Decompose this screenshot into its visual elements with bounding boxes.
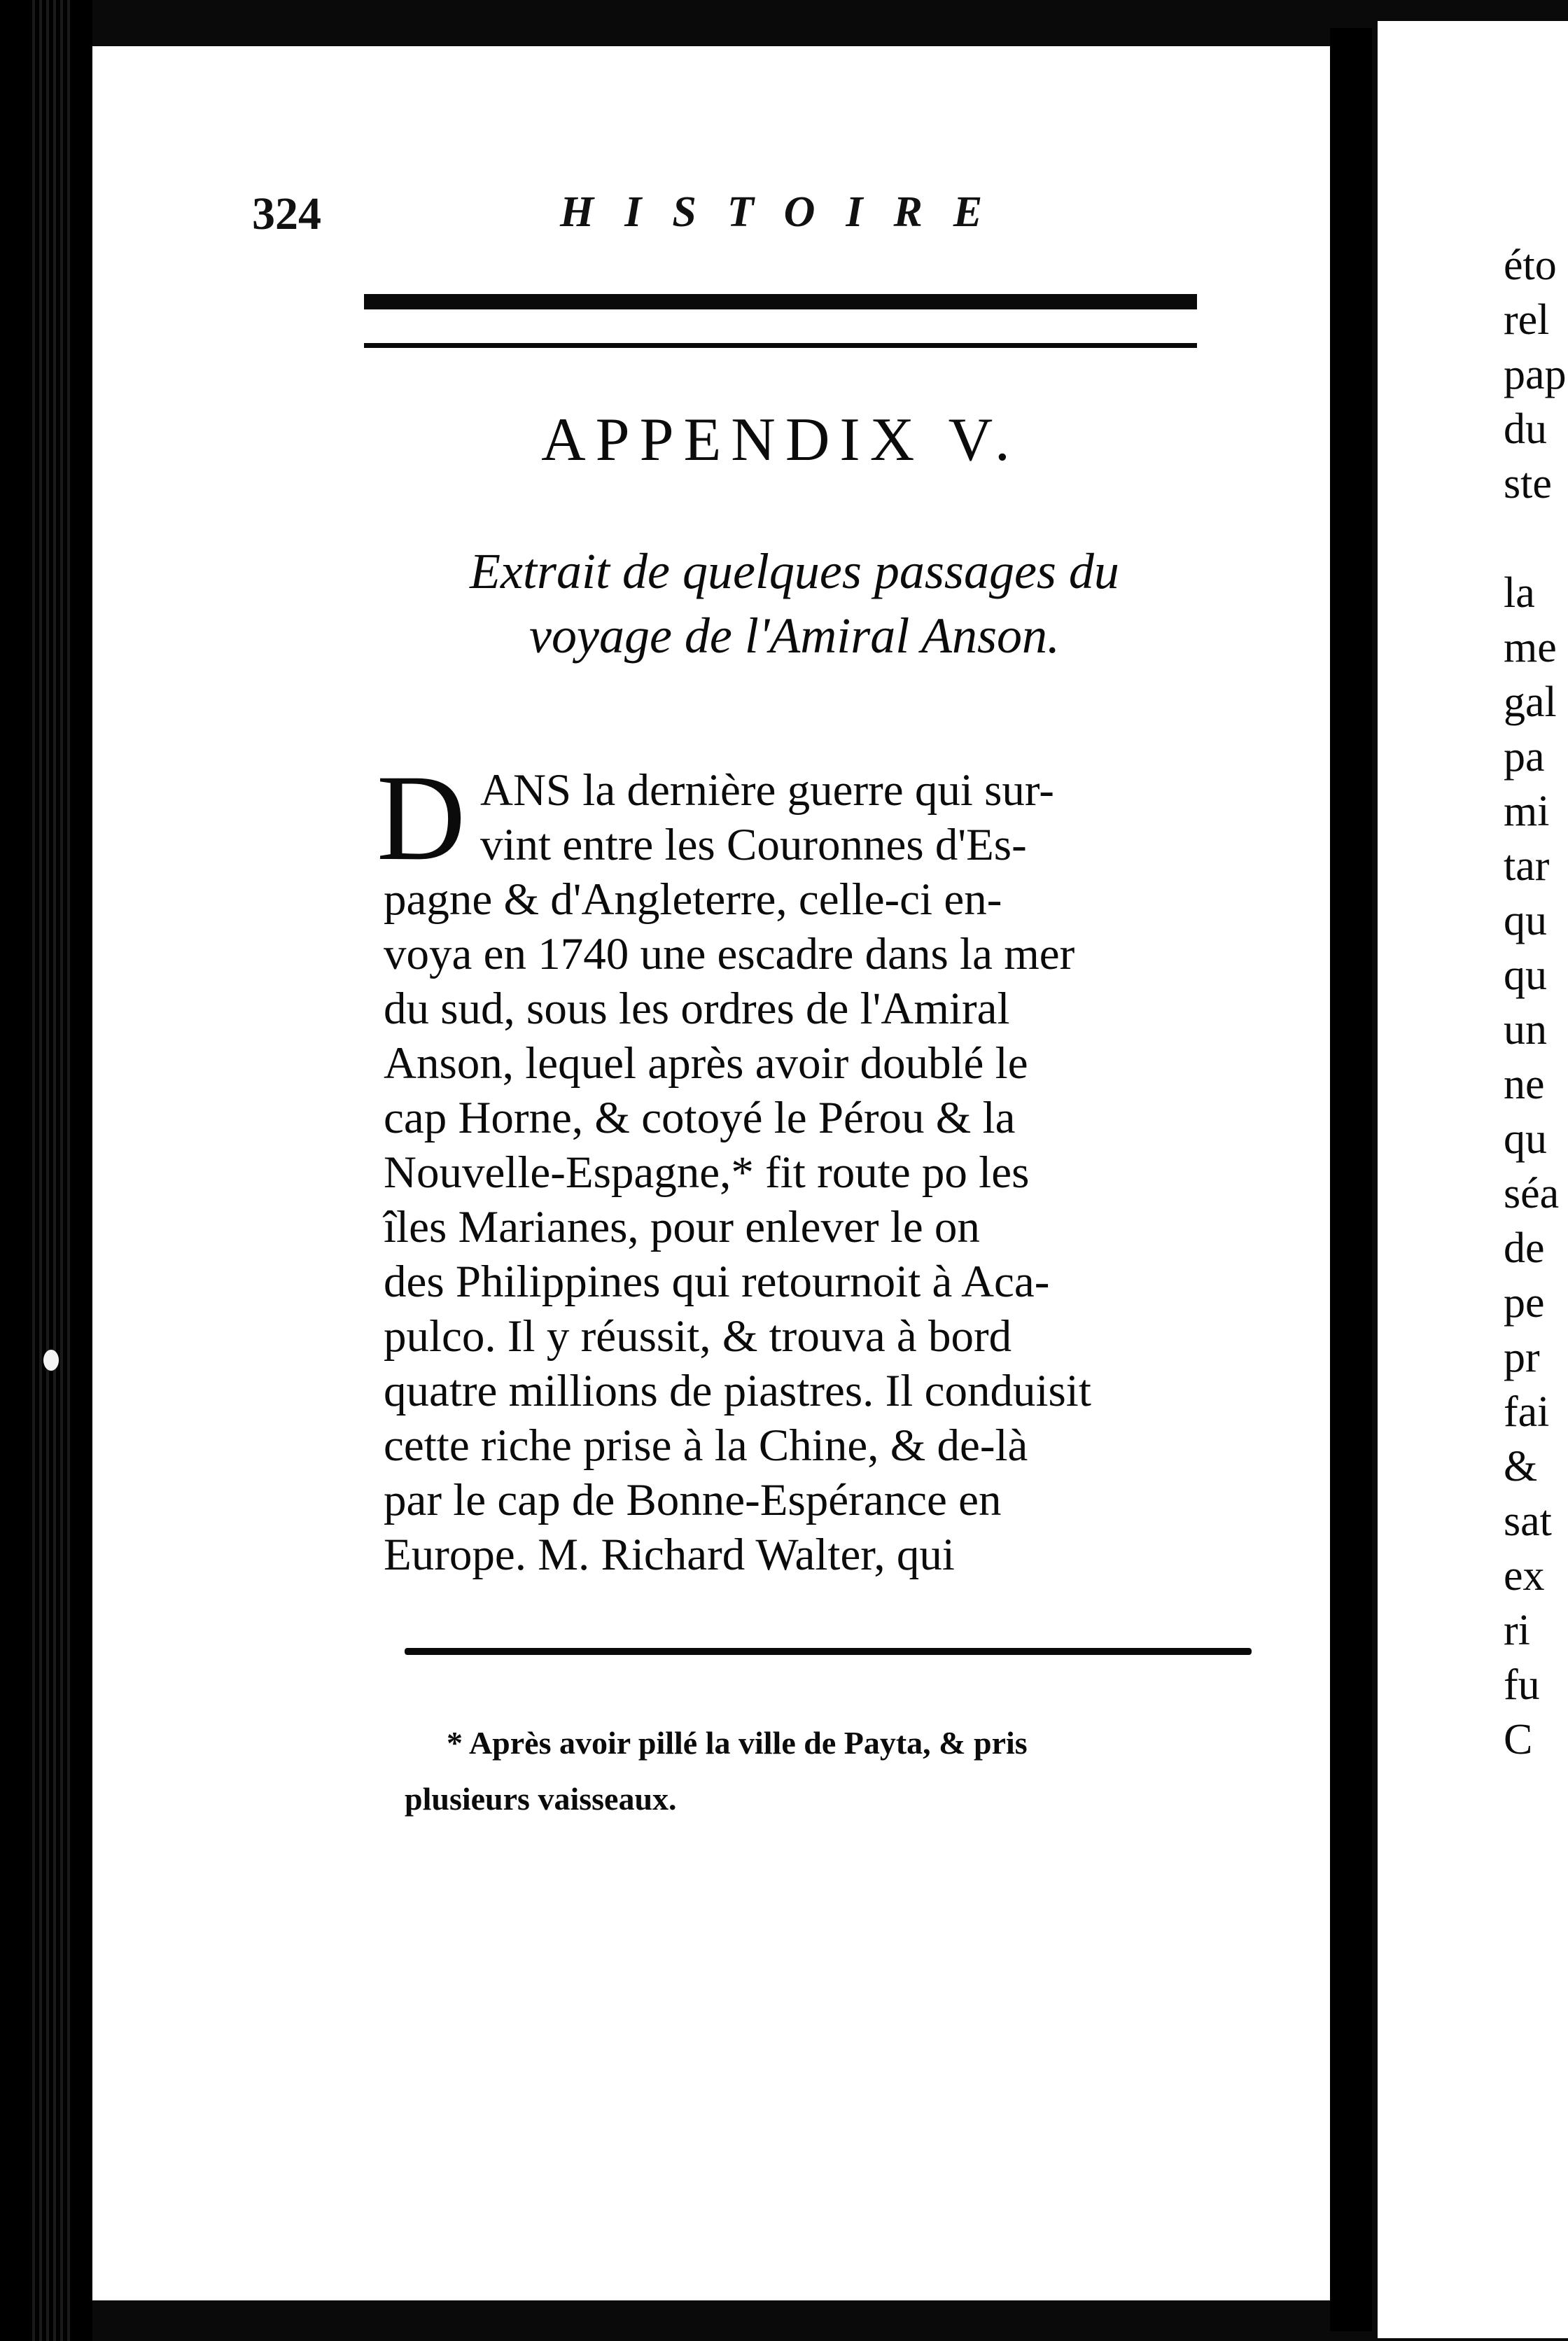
facing-page-fragment: pa [1504, 733, 1545, 781]
header-rule-thick [364, 294, 1197, 309]
facing-page-fragment: rel [1504, 296, 1550, 344]
facing-page-fragment: pr [1504, 1334, 1540, 1381]
footnote-line: * Après avoir pillé la ville de Payta, & pris [447, 1725, 1028, 1761]
facing-page-fragment: éto [1504, 242, 1557, 289]
page-edge-lines [28, 0, 70, 2341]
facing-page-fragment: tar [1504, 842, 1550, 890]
drop-cap: D [377, 750, 466, 886]
facing-page-fragment: séa [1504, 1170, 1560, 1217]
appendix-subtitle [350, 539, 1239, 668]
facing-page-fragment: qu [1504, 1115, 1547, 1163]
facing-page-fragment [1504, 511, 1568, 566]
facing-page-fragment: sat [1504, 1497, 1552, 1545]
body-line: Anson, lequel après avoir doublé le [384, 1038, 1028, 1089]
facing-page-fragment: ex [1504, 1552, 1545, 1600]
facing-page-fragment: ne [1504, 1061, 1545, 1108]
facing-page-fragment: ste [1504, 460, 1552, 508]
footnote-line: plusieurs vaisseaux. [405, 1781, 677, 1817]
body-line: cette riche prise à la Chine, & de-là [384, 1420, 1028, 1471]
facing-page-fragment: fai [1504, 1388, 1550, 1436]
body-line: vint entre les Couronnes d'Es- [480, 820, 1027, 870]
body-text [377, 750, 1246, 1582]
facing-page-fragment: me [1504, 624, 1557, 671]
body-line: ANS la dernière guerre qui sur- [480, 765, 1054, 816]
facing-page-text [1504, 238, 1568, 1767]
footnote [405, 1715, 1273, 1827]
subtitle-line: voyage de l'Amiral Anson. [529, 608, 1060, 664]
facing-page-fragment: & [1504, 1443, 1538, 1490]
facing-page-fragment: un [1504, 1006, 1547, 1054]
facing-page-fragment: mi [1504, 788, 1550, 835]
body-line: cap Horne, & cotoyé le Pérou & la [384, 1093, 1016, 1143]
facing-page-fragment: gal [1504, 678, 1557, 726]
body-line: quatre millions de piastres. Il conduisit [384, 1366, 1091, 1416]
body-line: Nouvelle-Espagne,* fit route po les [384, 1147, 1030, 1198]
facing-page-fragment: ri [1504, 1607, 1530, 1654]
running-header [252, 188, 1302, 258]
gutter-shadow [1330, 28, 1372, 2331]
page-number: 324 [252, 188, 321, 239]
body-line: pagne & d'Angleterre, celle-ci en- [384, 874, 1002, 925]
facing-page-fragment: de [1504, 1224, 1545, 1272]
facing-page-fragment: pap [1504, 351, 1567, 398]
facing-page-fragment: fu [1504, 1661, 1540, 1709]
body-line: îles Marianes, pour enlever le on [384, 1202, 980, 1252]
facing-page-fragment: qu [1504, 951, 1547, 999]
running-title: HISTOIRE [560, 188, 1014, 236]
facing-page-fragment: du [1504, 405, 1547, 453]
scan-speck [43, 1350, 59, 1371]
facing-page-fragment: C [1504, 1716, 1533, 1763]
scan-left-edge [0, 0, 92, 2341]
body-line: par le cap de Bonne-Espérance en [384, 1475, 1002, 1525]
facing-page-fragment: pe [1504, 1279, 1545, 1327]
body-line: du sud, sous les ordres de l'Amiral [384, 984, 1010, 1034]
header-rule-thin [364, 343, 1197, 348]
body-line: des Philippines qui retournoit à Aca- [384, 1257, 1050, 1307]
body-line: Europe. M. Richard Walter, qui [384, 1530, 955, 1580]
body-line: voya en 1740 une escadre dans la mer [384, 929, 1075, 979]
body-line: pulco. Il y réussit, & trouva à bord [384, 1311, 1012, 1362]
facing-page-fragment: la [1504, 569, 1535, 617]
facing-page-fragment: qu [1504, 897, 1547, 944]
appendix-heading: APPENDIX V. [541, 406, 1020, 474]
subtitle-line: Extrait de quelques passages du [470, 543, 1119, 599]
footnote-rule [405, 1648, 1252, 1655]
